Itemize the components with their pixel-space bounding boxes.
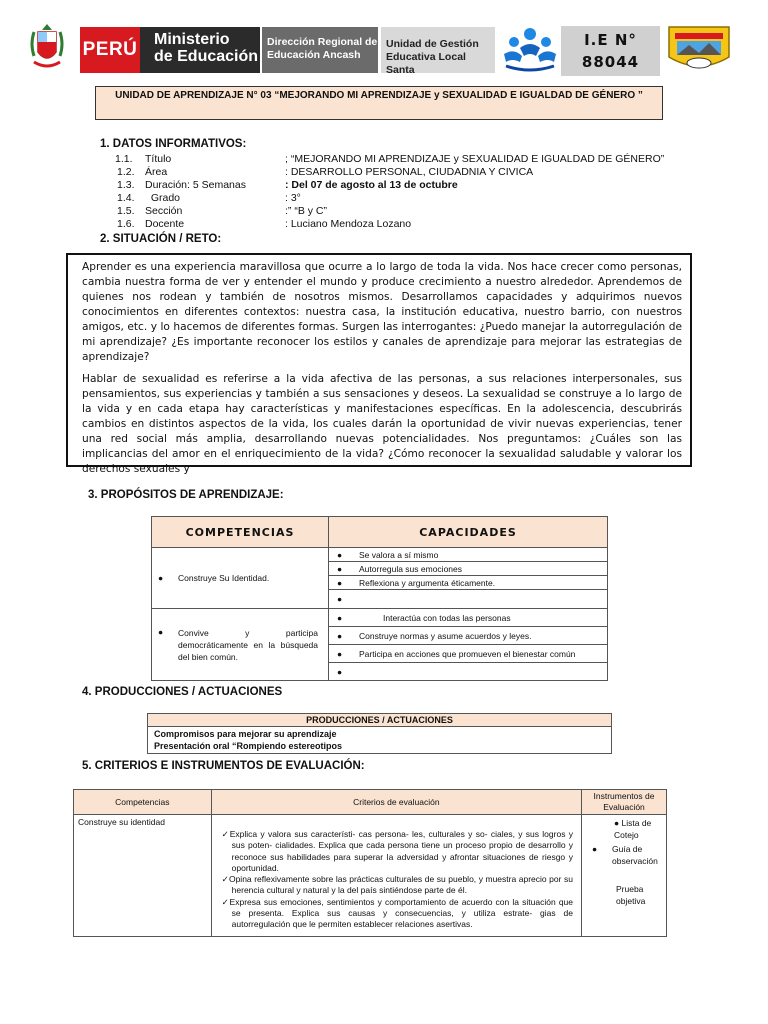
- capacidad-cell: ●: [329, 663, 608, 681]
- col-instrumentos-header: Instrumentos de Evaluación: [582, 790, 667, 815]
- situacion-paragraph-2: Hablar de sexualidad es referirse a la vida afectiva de las personas, a sus relaciones interpersonales, sus pensamientos, sus experiencias y también a sus sensaciones y deseos. La sexualidad se construye a lo largo de la vida y en cada etapa hay características y manifestaciones específicas. En la adolescencia, descubrirás cambios en distintos aspectos de la vida, los cuales darán la oportunidad de vivir nuevas experiencias, tener una red social más amplia, desarrollando nuevas potencialidades. Nos preguntamos: ¿Cuáles son las implicancias del amor en el enriquecimiento de la vida? ¿Cómo reconocer la sexualidad saludable y valorar los derechos sexuales y: [82, 373, 682, 475]
- school-id-block: I.E N° 88044: [561, 26, 660, 76]
- capacidad-cell: ● Se valora a sí mismo: [329, 548, 608, 562]
- section-4-title: 4. PRODUCCIONES / ACTUACIONES: [82, 686, 283, 698]
- competencia-cell: ● Convive y participa democráticamente en la búsqueda del bien común.: [152, 609, 329, 681]
- capacidad-cell: ● Autorregula sus emociones: [329, 562, 608, 576]
- section-2-title: 2. SITUACIÓN / RETO:: [100, 233, 222, 245]
- producciones-table: [147, 713, 612, 754]
- competencia-cell: ● Construye Su Identidad.: [152, 548, 329, 609]
- info-row: 1.1. Título ; “MEJORANDO MI APRENDIZAJE y SEXUALIDAD E IGUALDAD DE GÉNERO”: [115, 153, 665, 165]
- criterios-cell: [211, 815, 581, 937]
- datos-informativos-list: [115, 153, 664, 231]
- col-competencias-header: COMPETENCIAS: [152, 517, 329, 548]
- school-emblem-icon: [665, 23, 733, 75]
- info-row: 1.5. Sección :” “B y C”: [117, 205, 327, 217]
- section-3-title: 3. PROPÓSITOS DE APRENDIZAJE:: [88, 489, 284, 501]
- situacion-reto-box: [66, 253, 692, 475]
- producciones-header: PRODUCCIONES / ACTUACIONES: [148, 714, 612, 727]
- competencia-eval-cell: Construye su identidad: [74, 815, 212, 937]
- produccion-item: Compromisos para mejorar su aprendizaje: [154, 729, 337, 739]
- produccion-item: Presentación oral “Rompiendo estereotipos: [154, 741, 343, 751]
- dre-brand-block: Dirección Regional de Educación Ancash: [262, 27, 378, 73]
- criterio-item: ✓Explica y valora sus característi- cas persona- les, culturales y so- ciales, y sus logros y sus poten- cialidades. Explica que cada persona tiene un proceso propio de desarrollo y reconoce sus habilidades para superar la adversidad y afrontar situaciones de riesgo y oportunidad.: [221, 829, 573, 873]
- capacidad-cell: ● Reflexiona y argumenta éticamente.: [329, 576, 608, 590]
- minedu-brand-block: Ministerio de Educación: [140, 27, 260, 73]
- info-row: 1.2. Área : DESARROLLO PERSONAL, CIUDADNIA Y CIVICA: [117, 166, 534, 178]
- unit-title: UNIDAD DE APRENDIZAJE N° 03 “MEJORANDO MI APRENDIZAJE y SEXUALIDAD E IGUALDAD DE GÉNERO ”: [95, 86, 663, 120]
- ugel-brand-block: Unidad de Gestión Educativa Local Santa: [381, 27, 495, 73]
- col-capacidades-header: CAPACIDADES: [329, 517, 608, 548]
- capacidad-cell: ● Construye normas y asume acuerdos y leyes.: [329, 627, 608, 645]
- section-1-title: 1. DATOS INFORMATIVOS:: [100, 138, 247, 150]
- propositos-table: [151, 516, 608, 681]
- col-criterios-header: Criterios de evaluación: [211, 790, 581, 815]
- capacidad-cell: ●: [329, 590, 608, 609]
- col-comp-header: Competencias: [74, 790, 212, 815]
- producciones-items: [148, 727, 612, 754]
- criterio-item: ✓Expresa sus emociones, sentimientos y comportamiento de acuerdo con la situación que se presenta. Explica sus causas y consecuencias, y utiliza estrate- gias de autorregulación que le permiten establecer relaciones asertivas.: [221, 896, 573, 930]
- info-row: 1.6. Docente : Luciano Mendoza Lozano: [117, 218, 412, 230]
- evaluacion-table: [73, 789, 667, 937]
- situacion-paragraph-1: Aprender es una experiencia maravillosa que ocurre a lo largo de toda la vida. Nos hace crecer como personas, cambia nuestra forma de ver y entender el mundo y produce crecimiento a nuestro alrededor. Aprendemos de quienes nos rodean y también de nosotros mismos. Desarrollamos capacidades y adquirimos nuevos conocimientos en diferentes contextos: nuestra casa, la institución educativa, nuestro barrio, con nuestros amigos, etc. y lo hacemos de diferentes formas. Surgen las interrogantes: ¿Puedo manejar la autorregulación de mi aprendizaje? ¿Es importante reconocer los estilos y canales de aprendizaje para mejorar las estrategias de aprendizaje?: [82, 261, 682, 363]
- peru-coat-of-arms-icon: [28, 22, 66, 74]
- instrumentos-cell: ● Lista de Cotejo ● Guía de observación Prueba objetiva: [582, 815, 667, 937]
- capacidad-cell: ● Participa en acciones que promueven el bienestar común: [329, 645, 608, 663]
- people-logo-icon: [500, 24, 560, 74]
- criterio-item: ✓Opina reflexivamente sobre las prácticas culturales de su pueblo, y muestra aprecio por su herencia cultural y natural y la del país sintiéndose parte de él.: [221, 874, 573, 896]
- capacidad-cell: ● Interactúa con todas las personas: [329, 609, 608, 627]
- info-row: 1.4. Grado : 3°: [117, 192, 301, 204]
- info-row: 1.3. Duración: 5 Semanas : Del 07 de agosto al 13 de octubre: [117, 179, 458, 191]
- section-5-title: 5. CRITERIOS E INSTRUMENTOS DE EVALUACIÓN:: [82, 760, 365, 772]
- peru-brand-block: PERÚ: [80, 27, 140, 73]
